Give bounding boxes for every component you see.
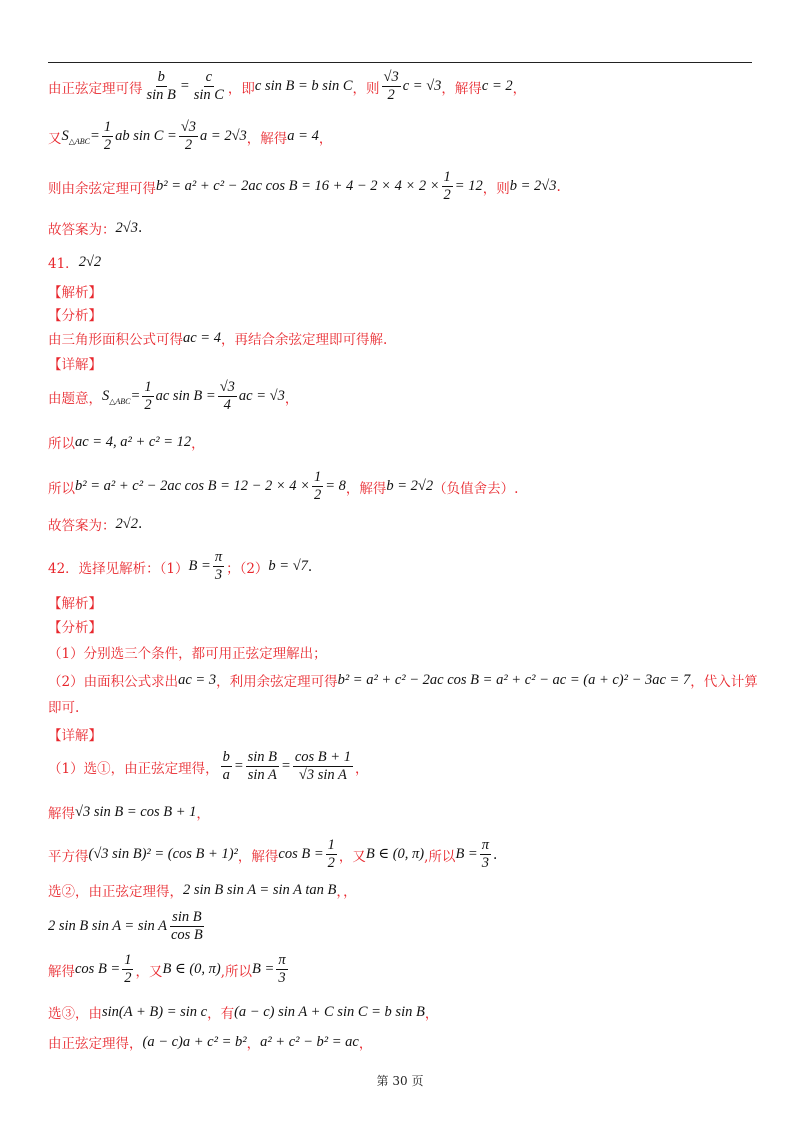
math: ac = 3 (178, 671, 217, 688)
page-number: 第 30 页 (376, 1074, 424, 1088)
text: ,所以 (220, 963, 253, 980)
math: (√3 sin B)² = (cos B + 1)² (88, 846, 238, 863)
fraction-denominator: sin A (247, 766, 277, 783)
math: ac = √3 (238, 388, 285, 405)
math: B = (252, 961, 275, 978)
math: a = 4 (287, 128, 319, 145)
text: ，解得 (345, 480, 387, 497)
fraction-numerator: 1 (103, 119, 112, 135)
math: S (61, 127, 69, 144)
text: 选②，由正弦定理得， (48, 884, 183, 900)
math: (a − c)a + c² = b² (142, 1033, 247, 1050)
fraction-denominator: 2 (124, 969, 132, 986)
text: ，又 (135, 963, 163, 980)
text: ，代入计算 (690, 674, 758, 690)
text: ，则 (482, 180, 510, 197)
answer-line (48, 218, 760, 238)
section-heading-breakdown (48, 616, 760, 636)
math: B ∈ (0, π) (365, 846, 425, 863)
text: （1）分别选三个条件，都可用正弦定理解出； (48, 646, 327, 662)
text: ， (358, 1036, 373, 1052)
math: = (90, 128, 100, 145)
text: 选③，由 (48, 1006, 102, 1022)
text: ，， (336, 884, 357, 900)
fraction-denominator: 2 (144, 396, 152, 413)
solution-line (48, 120, 760, 154)
fraction-denominator: 2 (387, 86, 395, 103)
text: . (492, 846, 498, 863)
solution-line (48, 170, 760, 204)
math: 2 sin B sin A = sin A tan B (183, 881, 337, 898)
text: ， (284, 390, 299, 407)
text: 【解析】 (48, 285, 102, 301)
fraction-numerator: cos B + 1 (294, 749, 351, 765)
solution-line (48, 470, 760, 504)
math: B = (455, 846, 478, 863)
fraction-denominator: 4 (223, 396, 231, 413)
text: 即可. (48, 700, 80, 716)
math: 2√2 (78, 253, 102, 270)
text: . (137, 516, 143, 532)
text: 平方得 (48, 848, 89, 865)
math: (a − c) sin A + C sin C = b sin B (234, 1003, 425, 1020)
problem-number: 42．选择见解析：（1） (48, 560, 189, 577)
fraction-numerator: sin B (247, 749, 278, 765)
solution-line (48, 432, 760, 452)
text: 解得 (48, 806, 75, 822)
text: ， (424, 1006, 439, 1022)
text: ，解得 (237, 848, 279, 865)
text: 【分析】 (48, 620, 102, 636)
math: 2 sin B sin A = sin A (48, 918, 167, 935)
fraction-denominator: a (222, 766, 230, 783)
solution-line (48, 910, 760, 944)
fraction-numerator: √3 (180, 119, 197, 135)
section-heading-analysis (48, 592, 760, 612)
fraction-numerator: 1 (144, 379, 152, 395)
math: a² + c² − b² = ac (260, 1033, 359, 1050)
text: ， (318, 130, 333, 147)
fraction-numerator: √3 (219, 379, 235, 395)
fraction-denominator: 3 (214, 566, 223, 583)
solution-line (48, 1002, 760, 1022)
fraction-numerator: π (481, 837, 489, 853)
text: ，解得 (441, 80, 482, 97)
text: 又 (48, 130, 62, 147)
math: c sin B = b sin C (254, 78, 353, 95)
fraction-denominator: 2 (103, 136, 112, 153)
text: （负值舍去）. (433, 480, 519, 497)
text: ，解得 (246, 130, 288, 147)
text: 则由余弦定理可得 (48, 180, 156, 197)
math: b = 2√2 (386, 478, 434, 495)
math: sin(A + B) = sin c (102, 1003, 208, 1020)
solution-line (48, 838, 760, 872)
text: 所以 (48, 436, 75, 452)
solution-line (48, 642, 760, 662)
math: b² = a² + c² − 2ac cos B = 12 − 2 × 4 × (75, 478, 310, 495)
math: b² = a² + c² − 2ac cos B = a² + c² − ac = (a + c)² − 3ac = 7 (337, 671, 691, 688)
math: = 8 (325, 478, 346, 495)
text: ，利用余弦定理可得 (216, 674, 338, 690)
math: = 12 (454, 178, 483, 195)
text: ，再结合余弦定理即可得解. (220, 332, 388, 348)
problem-answer-42 (48, 550, 760, 584)
text: ， (196, 806, 210, 822)
solution-line (48, 670, 760, 690)
math: a = 2√3 (200, 128, 247, 145)
text: 【详解】 (48, 728, 102, 744)
fraction-denominator: 3 (278, 969, 286, 986)
fraction-denominator: cos B (170, 926, 203, 943)
fraction-denominator: 2 (313, 486, 322, 503)
math: b = 2√3 (509, 178, 557, 195)
solution-line (48, 750, 760, 784)
fraction-denominator: 2 (443, 186, 451, 203)
fraction-numerator: b (222, 749, 230, 765)
text: ，即 (227, 80, 255, 97)
text: 由题意， (48, 390, 102, 407)
fraction-denominator: 2 (327, 854, 335, 871)
math: b = √7 (268, 558, 308, 575)
problem-number: 41． (48, 256, 79, 272)
section-heading-breakdown (48, 304, 760, 324)
text: 解得 (48, 963, 75, 980)
fraction-numerator: b (157, 69, 165, 85)
fraction-numerator: 1 (327, 837, 335, 853)
text: 由正弦定理得， (48, 1036, 143, 1052)
text: 由三角形面积公式可得 (48, 332, 183, 348)
fraction-numerator: π (214, 549, 223, 565)
math: ac sin B = (155, 388, 216, 405)
math: ac = 4 (183, 329, 221, 346)
text: 【分析】 (48, 308, 102, 324)
fraction-denominator: 2 (184, 136, 193, 153)
fraction-numerator: sin B (172, 909, 202, 925)
fraction-denominator: √3 sin A (298, 766, 347, 783)
math: = (233, 758, 244, 775)
math-subscript: △ABC (109, 396, 131, 406)
section-heading-details (48, 724, 760, 744)
text: . (556, 178, 561, 195)
fraction-numerator: 1 (124, 952, 132, 968)
solution-line (48, 880, 760, 900)
problem-answer-41 (48, 252, 760, 272)
math: S (102, 387, 110, 404)
text: ,所以 (424, 848, 456, 865)
math: 2√2 (115, 515, 138, 532)
math: ab sin C = (115, 128, 177, 145)
math: cos B = (278, 846, 324, 863)
header-rule (48, 62, 752, 63)
math: cos B = (75, 961, 121, 978)
section-heading-details (48, 353, 760, 373)
text: ，则 (352, 80, 380, 97)
math: B = (188, 558, 211, 575)
text: （1）选①，由正弦定理得， (48, 760, 219, 777)
text: 故答案为： (48, 222, 116, 238)
math-subscript: △ABC (68, 136, 91, 146)
text: ， (354, 760, 369, 777)
math: c = 2 (481, 78, 513, 95)
text: ， (246, 1036, 261, 1052)
text: ， (191, 436, 205, 452)
text: . (307, 558, 313, 575)
fraction-numerator: √3 (383, 69, 399, 85)
text: 由正弦定理可得 (48, 80, 143, 97)
text: 所以 (48, 480, 75, 497)
text: ，有 (207, 1006, 235, 1022)
math: = (179, 78, 190, 95)
fraction-denominator: sin B (146, 86, 176, 103)
math: = (130, 388, 141, 405)
math: = (281, 758, 291, 775)
math: c = √3 (402, 78, 442, 95)
math: B ∈ (0, π) (162, 961, 221, 978)
math: ac = 4, a² + c² = 12 (75, 433, 192, 450)
math: √3 sin B = cos B + 1 (75, 803, 197, 820)
fraction-denominator: sin C (193, 86, 224, 103)
text: 【解析】 (48, 596, 102, 612)
solution-line (48, 1032, 760, 1052)
solution-line (48, 953, 760, 987)
text: ；（2） (226, 560, 269, 577)
math: b² = a² + c² − 2ac cos B = 16 + 4 − 2 × 4 × 2 × (156, 178, 440, 195)
solution-line (48, 696, 760, 716)
fraction-numerator: c (205, 69, 213, 85)
answer-line (48, 514, 760, 534)
solution-line (48, 70, 760, 104)
text: ， (512, 80, 527, 97)
fraction-numerator: π (278, 952, 286, 968)
solution-line (48, 802, 760, 822)
text: . (137, 220, 143, 236)
solution-line (48, 328, 760, 348)
fraction-numerator: 1 (443, 169, 451, 185)
fraction-denominator: 3 (481, 854, 489, 871)
fraction-numerator: 1 (313, 469, 322, 485)
solution-line (48, 380, 760, 414)
text: （2）由面积公式求出 (48, 674, 179, 690)
math: 2√3 (115, 219, 138, 236)
section-heading-analysis (48, 281, 760, 301)
text: 故答案为： (48, 518, 116, 534)
text: ，又 (338, 848, 366, 865)
text: 【详解】 (48, 357, 102, 373)
